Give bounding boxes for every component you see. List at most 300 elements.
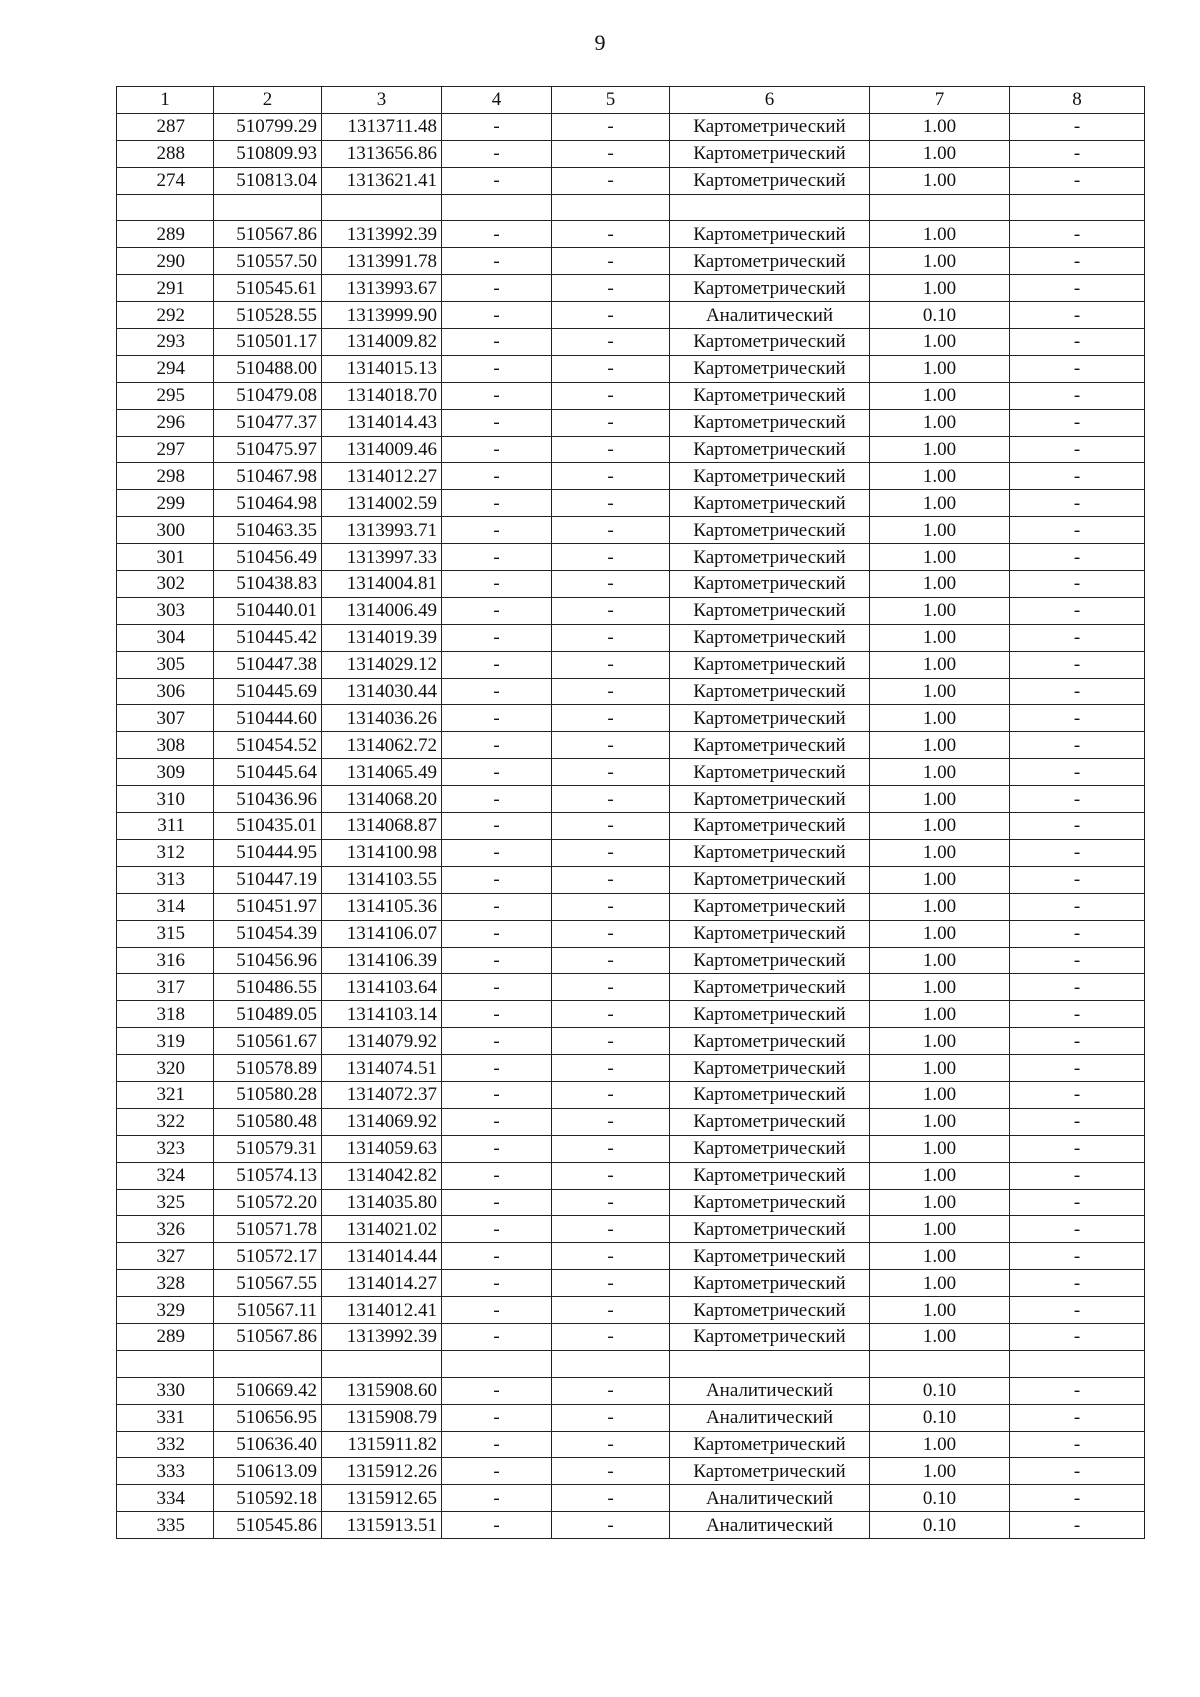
- point-number-cell: 298: [117, 463, 214, 490]
- accuracy-cell: 1.00: [870, 329, 1010, 356]
- column-5-cell: -: [552, 974, 670, 1001]
- accuracy-cell: 1.00: [870, 1431, 1010, 1458]
- column-4-cell: -: [442, 1243, 552, 1270]
- point-number-cell: 274: [117, 167, 214, 194]
- table-row: [117, 355, 1145, 382]
- method-cell: Картометрический: [670, 1189, 870, 1216]
- point-number-cell: 319: [117, 1028, 214, 1055]
- column-5-cell: -: [552, 1028, 670, 1055]
- column-4-cell: -: [442, 624, 552, 651]
- column-4-cell: -: [442, 1028, 552, 1055]
- column-header: 6: [670, 87, 870, 114]
- column-4-cell: -: [442, 759, 552, 786]
- x-coordinate-cell: 510445.64: [214, 759, 322, 786]
- x-coordinate-cell: 510545.61: [214, 275, 322, 302]
- column-4-cell: -: [442, 544, 552, 571]
- column-8-cell: -: [1010, 1135, 1145, 1162]
- y-coordinate-cell: 1314074.51: [322, 1055, 442, 1082]
- column-8-cell: -: [1010, 436, 1145, 463]
- method-cell: Картометрический: [670, 167, 870, 194]
- column-8-cell: -: [1010, 1404, 1145, 1431]
- table-row: [117, 1216, 1145, 1243]
- x-coordinate-cell: 510572.20: [214, 1189, 322, 1216]
- column-5-cell: -: [552, 678, 670, 705]
- column-4-cell: -: [442, 571, 552, 598]
- table-row: [117, 786, 1145, 813]
- y-coordinate-cell: 1314036.26: [322, 705, 442, 732]
- point-number-cell: 296: [117, 409, 214, 436]
- x-coordinate-cell: 510456.96: [214, 947, 322, 974]
- table-row: [117, 490, 1145, 517]
- method-cell: Картометрический: [670, 544, 870, 571]
- accuracy-cell: 1.00: [870, 490, 1010, 517]
- table-row: [117, 329, 1145, 356]
- accuracy-cell: 1.00: [870, 1135, 1010, 1162]
- column-4-cell: -: [442, 1297, 552, 1324]
- column-5-cell: -: [552, 920, 670, 947]
- column-4-cell: -: [442, 1404, 552, 1431]
- x-coordinate-cell: 510445.69: [214, 678, 322, 705]
- column-4-cell: -: [442, 463, 552, 490]
- point-number-cell: 323: [117, 1135, 214, 1162]
- table-row: [117, 167, 1145, 194]
- table-row: [117, 409, 1145, 436]
- method-cell: Картометрический: [670, 1458, 870, 1485]
- column-5-cell: -: [552, 759, 670, 786]
- column-4-cell: -: [442, 329, 552, 356]
- y-coordinate-cell: 1314103.55: [322, 866, 442, 893]
- column-4-cell: -: [442, 1216, 552, 1243]
- method-cell: Картометрический: [670, 1081, 870, 1108]
- column-4-cell: -: [442, 248, 552, 275]
- x-coordinate-cell: 510444.95: [214, 839, 322, 866]
- x-coordinate-cell: 510463.35: [214, 517, 322, 544]
- column-4-cell: -: [442, 597, 552, 624]
- column-8-cell: -: [1010, 1377, 1145, 1404]
- x-coordinate-cell: 510501.17: [214, 329, 322, 356]
- x-coordinate-cell: 510557.50: [214, 248, 322, 275]
- table-row: [117, 463, 1145, 490]
- accuracy-cell: 1.00: [870, 1055, 1010, 1082]
- column-8-cell: -: [1010, 463, 1145, 490]
- y-coordinate-cell: 1314014.27: [322, 1270, 442, 1297]
- table-row: [117, 113, 1145, 140]
- point-number-cell: 304: [117, 624, 214, 651]
- point-number-cell: 329: [117, 1297, 214, 1324]
- x-coordinate-cell: 510464.98: [214, 490, 322, 517]
- column-header: 3: [322, 87, 442, 114]
- point-number-cell: 325: [117, 1189, 214, 1216]
- y-coordinate-cell: [322, 194, 442, 221]
- table-row: [117, 1431, 1145, 1458]
- x-coordinate-cell: 510467.98: [214, 463, 322, 490]
- x-coordinate-cell: 510809.93: [214, 140, 322, 167]
- method-cell: Картометрический: [670, 678, 870, 705]
- column-5-cell: -: [552, 947, 670, 974]
- column-8-cell: -: [1010, 1162, 1145, 1189]
- column-4-cell: -: [442, 920, 552, 947]
- y-coordinate-cell: 1314106.07: [322, 920, 442, 947]
- column-4-cell: -: [442, 1323, 552, 1350]
- column-5-cell: -: [552, 1297, 670, 1324]
- column-4-cell: -: [442, 839, 552, 866]
- method-cell: Картометрический: [670, 140, 870, 167]
- table-row: [117, 1243, 1145, 1270]
- column-5-cell: -: [552, 1512, 670, 1539]
- point-number-cell: 313: [117, 866, 214, 893]
- table-row: [117, 1081, 1145, 1108]
- column-4-cell: -: [442, 1485, 552, 1512]
- column-8-cell: -: [1010, 920, 1145, 947]
- table-row: [117, 221, 1145, 248]
- column-8-cell: -: [1010, 759, 1145, 786]
- method-cell: Аналитический: [670, 302, 870, 329]
- column-5-cell: -: [552, 517, 670, 544]
- x-coordinate-cell: 510456.49: [214, 544, 322, 571]
- page-number: 9: [594, 30, 606, 55]
- point-number-cell: 333: [117, 1458, 214, 1485]
- table-row: [117, 248, 1145, 275]
- y-coordinate-cell: 1313621.41: [322, 167, 442, 194]
- column-4-cell: -: [442, 786, 552, 813]
- x-coordinate-cell: 510799.29: [214, 113, 322, 140]
- point-number-cell: 316: [117, 947, 214, 974]
- column-5-cell: -: [552, 597, 670, 624]
- table-row: [117, 302, 1145, 329]
- column-8-cell: -: [1010, 678, 1145, 705]
- table-row: [117, 759, 1145, 786]
- column-5-cell: -: [552, 1243, 670, 1270]
- point-number-cell: [117, 1350, 214, 1377]
- y-coordinate-cell: 1314012.41: [322, 1297, 442, 1324]
- y-coordinate-cell: 1314103.14: [322, 1001, 442, 1028]
- table-row: [117, 678, 1145, 705]
- point-number-cell: 331: [117, 1404, 214, 1431]
- point-number-cell: 320: [117, 1055, 214, 1082]
- point-number-cell: 297: [117, 436, 214, 463]
- column-5-cell: -: [552, 436, 670, 463]
- column-8-cell: -: [1010, 1270, 1145, 1297]
- column-4-cell: -: [442, 1162, 552, 1189]
- method-cell: Картометрический: [670, 1297, 870, 1324]
- y-coordinate-cell: 1314029.12: [322, 651, 442, 678]
- point-number-cell: 299: [117, 490, 214, 517]
- column-4-cell: -: [442, 678, 552, 705]
- x-coordinate-cell: 510592.18: [214, 1485, 322, 1512]
- y-coordinate-cell: [322, 1350, 442, 1377]
- column-4-cell: -: [442, 1189, 552, 1216]
- column-4-cell: -: [442, 1081, 552, 1108]
- column-4-cell: [442, 194, 552, 221]
- x-coordinate-cell: 510567.11: [214, 1297, 322, 1324]
- method-cell: Картометрический: [670, 248, 870, 275]
- column-5-cell: -: [552, 1270, 670, 1297]
- x-coordinate-cell: 510567.86: [214, 221, 322, 248]
- y-coordinate-cell: 1315908.60: [322, 1377, 442, 1404]
- column-4-cell: [442, 1350, 552, 1377]
- point-number-cell: 326: [117, 1216, 214, 1243]
- column-4-cell: -: [442, 1135, 552, 1162]
- method-cell: Картометрический: [670, 113, 870, 140]
- y-coordinate-cell: 1313992.39: [322, 1323, 442, 1350]
- accuracy-cell: 0.10: [870, 1485, 1010, 1512]
- method-cell: Картометрический: [670, 1001, 870, 1028]
- column-8-cell: -: [1010, 732, 1145, 759]
- y-coordinate-cell: 1315912.65: [322, 1485, 442, 1512]
- accuracy-cell: 1.00: [870, 1270, 1010, 1297]
- column-4-cell: -: [442, 1458, 552, 1485]
- column-4-cell: -: [442, 167, 552, 194]
- table-row: [117, 1297, 1145, 1324]
- column-4-cell: -: [442, 974, 552, 1001]
- accuracy-cell: 0.10: [870, 302, 1010, 329]
- accuracy-cell: 1.00: [870, 1243, 1010, 1270]
- method-cell: Картометрический: [670, 839, 870, 866]
- y-coordinate-cell: 1314006.49: [322, 597, 442, 624]
- accuracy-cell: 1.00: [870, 678, 1010, 705]
- column-8-cell: -: [1010, 113, 1145, 140]
- y-coordinate-cell: 1314068.87: [322, 813, 442, 840]
- table-row: [117, 974, 1145, 1001]
- column-5-cell: -: [552, 571, 670, 598]
- method-cell: Картометрический: [670, 221, 870, 248]
- accuracy-cell: 1.00: [870, 571, 1010, 598]
- x-coordinate-cell: 510579.31: [214, 1135, 322, 1162]
- accuracy-cell: 1.00: [870, 893, 1010, 920]
- method-cell: Картометрический: [670, 947, 870, 974]
- column-5-cell: -: [552, 866, 670, 893]
- column-5-cell: -: [552, 1055, 670, 1082]
- x-coordinate-cell: 510447.38: [214, 651, 322, 678]
- y-coordinate-cell: 1314100.98: [322, 839, 442, 866]
- column-5-cell: -: [552, 490, 670, 517]
- point-number-cell: 294: [117, 355, 214, 382]
- table-row: [117, 1001, 1145, 1028]
- x-coordinate-cell: 510451.97: [214, 893, 322, 920]
- accuracy-cell: 1.00: [870, 1189, 1010, 1216]
- accuracy-cell: 1.00: [870, 248, 1010, 275]
- column-4-cell: -: [442, 140, 552, 167]
- method-cell: Картометрический: [670, 624, 870, 651]
- point-number-cell: 307: [117, 705, 214, 732]
- accuracy-cell: 1.00: [870, 920, 1010, 947]
- accuracy-cell: [870, 194, 1010, 221]
- table-row: [117, 597, 1145, 624]
- column-4-cell: -: [442, 705, 552, 732]
- method-cell: Картометрический: [670, 920, 870, 947]
- column-4-cell: -: [442, 1377, 552, 1404]
- y-coordinate-cell: 1314072.37: [322, 1081, 442, 1108]
- column-8-cell: -: [1010, 490, 1145, 517]
- x-coordinate-cell: 510578.89: [214, 1055, 322, 1082]
- table-row: [117, 1135, 1145, 1162]
- accuracy-cell: 1.00: [870, 221, 1010, 248]
- column-8-cell: -: [1010, 275, 1145, 302]
- point-number-cell: 324: [117, 1162, 214, 1189]
- point-number-cell: 322: [117, 1108, 214, 1135]
- point-number-cell: 293: [117, 329, 214, 356]
- y-coordinate-cell: 1313993.67: [322, 275, 442, 302]
- column-header: 1: [117, 87, 214, 114]
- method-cell: Картометрический: [670, 329, 870, 356]
- column-8-cell: -: [1010, 382, 1145, 409]
- accuracy-cell: 1.00: [870, 1081, 1010, 1108]
- column-8-cell: -: [1010, 813, 1145, 840]
- y-coordinate-cell: 1314062.72: [322, 732, 442, 759]
- x-coordinate-cell: 510567.86: [214, 1323, 322, 1350]
- column-5-cell: -: [552, 221, 670, 248]
- point-number-cell: 287: [117, 113, 214, 140]
- accuracy-cell: 1.00: [870, 732, 1010, 759]
- method-cell: Картометрический: [670, 409, 870, 436]
- y-coordinate-cell: 1314002.59: [322, 490, 442, 517]
- x-coordinate-cell: 510574.13: [214, 1162, 322, 1189]
- y-coordinate-cell: 1315913.51: [322, 1512, 442, 1539]
- column-4-cell: -: [442, 517, 552, 544]
- method-cell: Картометрический: [670, 517, 870, 544]
- table-row: [117, 1028, 1145, 1055]
- table-row: [117, 382, 1145, 409]
- y-coordinate-cell: 1314019.39: [322, 624, 442, 651]
- x-coordinate-cell: 510572.17: [214, 1243, 322, 1270]
- accuracy-cell: 1.00: [870, 624, 1010, 651]
- column-8-cell: [1010, 194, 1145, 221]
- y-coordinate-cell: 1315911.82: [322, 1431, 442, 1458]
- accuracy-cell: 1.00: [870, 409, 1010, 436]
- x-coordinate-cell: 510488.00: [214, 355, 322, 382]
- column-8-cell: -: [1010, 1431, 1145, 1458]
- y-coordinate-cell: 1314042.82: [322, 1162, 442, 1189]
- y-coordinate-cell: 1313991.78: [322, 248, 442, 275]
- column-4-cell: -: [442, 813, 552, 840]
- y-coordinate-cell: 1314068.20: [322, 786, 442, 813]
- x-coordinate-cell: 510447.19: [214, 866, 322, 893]
- table-row: [117, 544, 1145, 571]
- y-coordinate-cell: 1314106.39: [322, 947, 442, 974]
- column-5-cell: -: [552, 1431, 670, 1458]
- method-cell: Картометрический: [670, 786, 870, 813]
- table-row: [117, 1323, 1145, 1350]
- y-coordinate-cell: 1314018.70: [322, 382, 442, 409]
- method-cell: Аналитический: [670, 1512, 870, 1539]
- column-4-cell: -: [442, 866, 552, 893]
- x-coordinate-cell: 510813.04: [214, 167, 322, 194]
- column-5-cell: -: [552, 1323, 670, 1350]
- column-5-cell: -: [552, 1485, 670, 1512]
- method-cell: Картометрический: [670, 1135, 870, 1162]
- method-cell: Аналитический: [670, 1485, 870, 1512]
- table-row: [117, 1404, 1145, 1431]
- method-cell: Картометрический: [670, 597, 870, 624]
- y-coordinate-cell: 1315908.79: [322, 1404, 442, 1431]
- column-5-cell: -: [552, 1458, 670, 1485]
- column-4-cell: -: [442, 490, 552, 517]
- y-coordinate-cell: 1313993.71: [322, 517, 442, 544]
- column-8-cell: -: [1010, 355, 1145, 382]
- accuracy-cell: 1.00: [870, 1216, 1010, 1243]
- column-8-cell: -: [1010, 705, 1145, 732]
- x-coordinate-cell: 510545.86: [214, 1512, 322, 1539]
- accuracy-cell: 1.00: [870, 651, 1010, 678]
- column-4-cell: -: [442, 1055, 552, 1082]
- table-row: [117, 571, 1145, 598]
- column-4-cell: -: [442, 947, 552, 974]
- method-cell: Картометрический: [670, 651, 870, 678]
- accuracy-cell: 1.00: [870, 544, 1010, 571]
- method-cell: Аналитический: [670, 1377, 870, 1404]
- method-cell: Картометрический: [670, 974, 870, 1001]
- point-number-cell: 291: [117, 275, 214, 302]
- y-coordinate-cell: 1314079.92: [322, 1028, 442, 1055]
- method-cell: [670, 194, 870, 221]
- accuracy-cell: 1.00: [870, 759, 1010, 786]
- column-5-cell: -: [552, 624, 670, 651]
- method-cell: Картометрический: [670, 382, 870, 409]
- x-coordinate-cell: 510486.55: [214, 974, 322, 1001]
- column-8-cell: -: [1010, 409, 1145, 436]
- column-header: 5: [552, 87, 670, 114]
- column-5-cell: [552, 194, 670, 221]
- accuracy-cell: 1.00: [870, 1323, 1010, 1350]
- method-cell: Картометрический: [670, 1216, 870, 1243]
- column-8-cell: -: [1010, 329, 1145, 356]
- column-4-cell: -: [442, 651, 552, 678]
- x-coordinate-cell: 510613.09: [214, 1458, 322, 1485]
- x-coordinate-cell: 510489.05: [214, 1001, 322, 1028]
- column-8-cell: -: [1010, 1055, 1145, 1082]
- table-row: [117, 813, 1145, 840]
- column-8-cell: -: [1010, 1001, 1145, 1028]
- x-coordinate-cell: 510656.95: [214, 1404, 322, 1431]
- column-5-cell: -: [552, 167, 670, 194]
- point-number-cell: 300: [117, 517, 214, 544]
- x-coordinate-cell: 510454.52: [214, 732, 322, 759]
- column-4-cell: -: [442, 275, 552, 302]
- x-coordinate-cell: [214, 194, 322, 221]
- table-row: [117, 1350, 1145, 1377]
- column-header: 2: [214, 87, 322, 114]
- method-cell: Картометрический: [670, 275, 870, 302]
- column-4-cell: -: [442, 409, 552, 436]
- accuracy-cell: 1.00: [870, 1297, 1010, 1324]
- y-coordinate-cell: 1314069.92: [322, 1108, 442, 1135]
- y-coordinate-cell: 1314014.43: [322, 409, 442, 436]
- column-5-cell: -: [552, 732, 670, 759]
- column-5-cell: -: [552, 1216, 670, 1243]
- column-8-cell: -: [1010, 624, 1145, 651]
- column-8-cell: -: [1010, 517, 1145, 544]
- point-number-cell: 330: [117, 1377, 214, 1404]
- column-4-cell: -: [442, 355, 552, 382]
- point-number-cell: 289: [117, 1323, 214, 1350]
- accuracy-cell: [870, 1350, 1010, 1377]
- point-number-cell: 305: [117, 651, 214, 678]
- column-5-cell: -: [552, 839, 670, 866]
- column-header: 4: [442, 87, 552, 114]
- accuracy-cell: 1.00: [870, 1108, 1010, 1135]
- accuracy-cell: 1.00: [870, 140, 1010, 167]
- column-8-cell: -: [1010, 571, 1145, 598]
- column-5-cell: -: [552, 113, 670, 140]
- x-coordinate-cell: 510636.40: [214, 1431, 322, 1458]
- column-5-cell: -: [552, 1108, 670, 1135]
- point-number-cell: 328: [117, 1270, 214, 1297]
- accuracy-cell: 1.00: [870, 974, 1010, 1001]
- y-coordinate-cell: 1314035.80: [322, 1189, 442, 1216]
- coordinates-table: [116, 86, 1145, 1539]
- accuracy-cell: 1.00: [870, 947, 1010, 974]
- method-cell: Картометрический: [670, 355, 870, 382]
